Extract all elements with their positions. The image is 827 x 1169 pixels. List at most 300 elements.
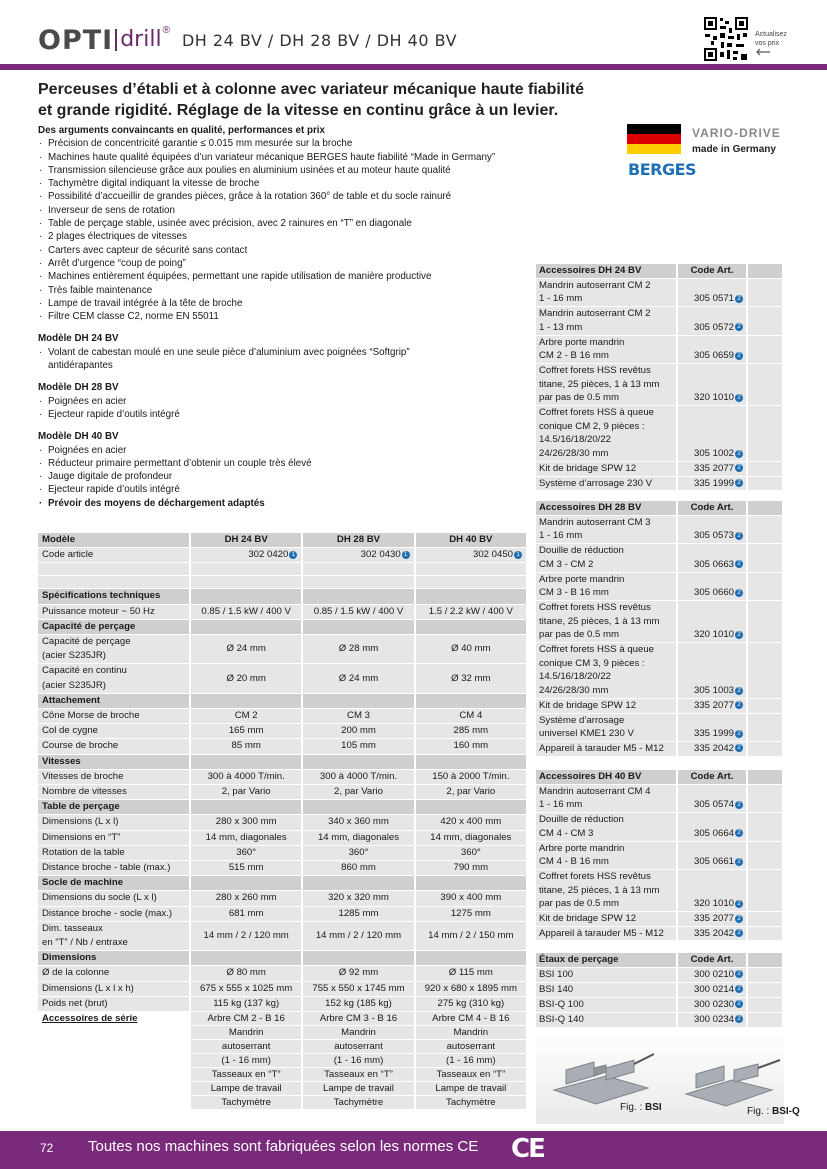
features-list <box>38 124 558 510</box>
table-row[interactable] <box>536 335 783 363</box>
spec-value: Ø 40 mm <box>415 635 527 664</box>
serie-value: (1 - 16 mm) <box>302 1054 414 1068</box>
spec-section-cell <box>302 951 414 966</box>
article-cell <box>536 600 677 642</box>
article-line: Mandrin autoserrant CM 2 <box>539 279 651 291</box>
spec-value: 1285 mm <box>302 906 414 921</box>
price-cell <box>747 406 783 462</box>
spec-value: 515 mm <box>190 861 302 876</box>
feature-item: · Filtre CEM classe C2, norme EN 55011 <box>38 310 558 323</box>
code-cell <box>677 476 747 491</box>
table-row[interactable] <box>536 461 783 476</box>
feature-item: · Très faible maintenance <box>38 284 558 297</box>
article-code: 305 0660 <box>693 587 734 599</box>
article-code: 302 0420 <box>248 549 289 561</box>
serie-value: (1 - 16 mm) <box>190 1054 302 1068</box>
code-cell <box>677 461 747 476</box>
info-circle-icon: 2 <box>735 450 743 458</box>
price-cell <box>747 998 783 1013</box>
article-line: BSI-Q 140 <box>539 1014 584 1025</box>
spec-value: 360° <box>415 845 527 860</box>
article-line: Mandrin autoserrant CM 2 <box>539 308 651 320</box>
table-row[interactable] <box>536 544 783 572</box>
model-title: DH 24 BV / DH 28 BV / DH 40 BV <box>181 30 458 50</box>
spec-blank-cell <box>38 576 190 589</box>
model-40-item: · Ejecteur rapide d’outils intégré <box>38 483 558 496</box>
info-circle-icon: 2 <box>735 1000 743 1008</box>
article-code: 305 0572 <box>693 321 734 333</box>
code-cell <box>677 968 747 983</box>
model-24-title: Modèle DH 24 BV <box>38 333 119 345</box>
spec-section-cell <box>415 876 527 891</box>
spec-section <box>38 693 527 708</box>
spec-value: 280 x 260 mm <box>190 891 302 906</box>
code-cell <box>677 741 747 756</box>
spec-blank-cell <box>38 563 190 576</box>
info-circle-icon: 2 <box>735 701 743 709</box>
article-cell <box>536 912 677 927</box>
article-line: 14.5/16/18/20/22 <box>539 671 612 683</box>
spec-label-line: Capacité de perçage <box>42 636 131 648</box>
table-row[interactable] <box>536 406 783 462</box>
spec-section-label: Capacité de perçage <box>38 619 190 634</box>
price-cell <box>747 869 783 911</box>
article-line: Arbre porte mandrin <box>539 842 625 854</box>
serie-value: Tasseaux en “T” <box>415 1068 527 1082</box>
article-cell <box>536 461 677 476</box>
spec-value <box>190 548 302 563</box>
spec-row <box>38 845 527 860</box>
spec-value: 85 mm <box>190 739 302 754</box>
spec-value: 755 x 550 x 1745 mm <box>302 981 414 996</box>
article-line: Arbre porte mandrin <box>539 573 625 585</box>
spec-value: 390 x 400 mm <box>415 891 527 906</box>
article-line: Arbre porte mandrin <box>539 336 625 348</box>
spec-section-cell <box>415 619 527 634</box>
spec-value: 275 kg (310 kg) <box>415 996 527 1011</box>
price-cell <box>747 912 783 927</box>
spec-label <box>38 815 190 830</box>
spec-label <box>38 1054 190 1068</box>
spec-row-serie <box>38 1054 527 1068</box>
spec-label <box>38 966 190 981</box>
price-cell <box>747 278 783 306</box>
spec-value: Ø 92 mm <box>302 966 414 981</box>
serie-value: (1 - 16 mm) <box>415 1054 527 1068</box>
spec-label-line: Distance broche - socle (max.) <box>42 907 173 919</box>
article-cell <box>536 841 677 869</box>
article-line: Douille de réduction <box>539 814 624 826</box>
spec-value: 300 à 4000 T/min. <box>302 769 414 784</box>
spec-section-cell <box>190 619 302 634</box>
table-row[interactable] <box>536 476 783 491</box>
article-line: Mandrin autoserrant CM 3 <box>539 516 651 528</box>
spec-blank-cell <box>190 576 302 589</box>
table-header <box>536 264 783 278</box>
spec-value: Ø 32 mm <box>415 664 527 693</box>
header-price <box>747 264 783 278</box>
price-cell <box>747 476 783 491</box>
spec-label <box>38 709 190 724</box>
article-code: 305 0661 <box>693 856 734 868</box>
spec-value: 115 kg (137 kg) <box>190 996 302 1011</box>
info-circle-icon: 2 <box>735 1015 743 1023</box>
header-price <box>747 770 783 784</box>
logo-registered: ® <box>162 25 170 36</box>
article-line: Coffret forets HSS à queue <box>539 644 655 656</box>
price-cell <box>747 335 783 363</box>
qr-label-line: Actualisez <box>755 31 787 38</box>
price-cell <box>747 544 783 572</box>
spec-value: 340 x 360 mm <box>302 815 414 830</box>
header-article: Accessoires DH 28 BV <box>536 501 677 515</box>
article-code: 305 0664 <box>693 827 734 839</box>
table-row[interactable] <box>536 841 783 869</box>
article-line: titane, 25 pièces, 1 à 13 mm <box>539 378 660 390</box>
price-cell <box>747 983 783 998</box>
price-cell <box>747 643 783 699</box>
spec-label-line: Poids net (brut) <box>42 997 108 1009</box>
serie-value: Lampe de travail <box>302 1082 414 1096</box>
feature-item: · Lampe de travail intégrée à la tête de broche <box>38 297 558 310</box>
table-row[interactable] <box>536 998 783 1013</box>
table-row[interactable] <box>536 869 783 911</box>
article-line: Coffret forets HSS revêtus <box>539 364 651 376</box>
features-title: Des arguments convaincants en qualité, performances et prix <box>38 125 325 136</box>
info-circle-icon: 2 <box>735 560 743 568</box>
feature-item: · 2 plages électriques de vitesses <box>38 230 558 243</box>
spec-blank-cell <box>302 563 414 576</box>
spec-label-line: Distance broche - table (max.) <box>42 862 171 874</box>
header-article: Accessoires DH 40 BV <box>536 770 677 784</box>
header-article: Accessoires DH 24 BV <box>536 264 677 278</box>
article-code: 335 2042 <box>693 927 734 939</box>
spec-value: Ø 24 mm <box>190 635 302 664</box>
spec-section-cell <box>190 876 302 891</box>
model-40-item: · Jauge digitale de profondeur <box>38 470 558 483</box>
feature-item: · Inverseur de sens de rotation <box>38 204 558 217</box>
table-row[interactable] <box>536 912 783 927</box>
spec-value: Ø 80 mm <box>190 966 302 981</box>
info-circle-icon: 2 <box>735 589 743 597</box>
table-row[interactable] <box>536 713 783 741</box>
info-circle-icon: 2 <box>735 900 743 908</box>
spec-label-line: en “T” / Nb / entraxe <box>42 937 128 949</box>
spec-row <box>38 664 527 693</box>
table-row[interactable] <box>536 926 783 941</box>
article-code: 305 0663 <box>693 558 734 570</box>
article-code: 305 1003 <box>693 685 734 697</box>
spec-label-line: Dimensions en “T” <box>42 831 121 843</box>
table-row[interactable] <box>536 643 783 699</box>
article-cell <box>536 515 677 543</box>
spec-label-line: Course de broche <box>42 740 119 752</box>
article-line: CM 3 - B 16 mm <box>539 587 609 599</box>
article-line: Appareil à tarauder M5 - M12 <box>539 927 664 939</box>
qr-label <box>755 30 787 59</box>
feature-item: · Tachymètre digital indiquant la vitesse de broche <box>38 177 558 190</box>
spec-label <box>38 996 190 1011</box>
feature-item: · Possibilité d’accueillir de grandes pièces, grâce à la rotation 360° de table et du socle rainuré <box>38 190 558 203</box>
info-circle-icon: 2 <box>735 985 743 993</box>
spec-section-cell <box>302 619 414 634</box>
spec-section-cell <box>415 693 527 708</box>
price-cell <box>747 515 783 543</box>
article-code: 300 0214 <box>693 984 734 995</box>
code-cell <box>677 335 747 363</box>
spec-value: 165 mm <box>190 724 302 739</box>
spec-section <box>38 876 527 891</box>
table-header <box>536 770 783 784</box>
code-cell <box>677 600 747 642</box>
code-cell <box>677 784 747 812</box>
info-circle-icon: 2 <box>735 295 743 303</box>
spec-label: Accessoires de série <box>38 1012 190 1026</box>
spec-label-line: Nombre de vitesses <box>42 786 127 798</box>
spec-section-cell <box>302 876 414 891</box>
spec-label <box>38 921 190 950</box>
info-circle-icon: 1 <box>402 551 410 559</box>
spec-value: 152 kg (185 kg) <box>302 996 414 1011</box>
article-line: 1 - 16 mm <box>539 293 583 305</box>
info-circle-icon: 2 <box>735 479 743 487</box>
article-line: Kit de bridage SPW 12 <box>539 462 637 474</box>
article-line: par pas de 0.5 mm <box>539 898 619 910</box>
spec-row <box>38 861 527 876</box>
vario-drive-label: VARIO-DRIVE <box>692 126 781 140</box>
header-bar <box>0 64 827 70</box>
article-line: BSI-Q 100 <box>539 999 584 1010</box>
code-cell <box>677 998 747 1013</box>
serie-value: Arbre CM 2 - B 16 <box>190 1012 302 1026</box>
headline-line: et grande rigidité. Réglage de la vitesse en continu grâce à un levier. <box>38 102 559 119</box>
article-cell <box>536 278 677 306</box>
table-row[interactable] <box>536 1013 783 1028</box>
feature-item: · Machines entièrement équipées, permettant une rapide utilisation de manière productive <box>38 270 558 283</box>
spec-section-cell <box>190 754 302 769</box>
spec-section-cell <box>190 951 302 966</box>
price-cell <box>747 461 783 476</box>
serie-value: autoserrant <box>190 1040 302 1054</box>
spec-value: 14 mm / 2 / 150 mm <box>415 921 527 950</box>
spec-label <box>38 1096 190 1110</box>
feature-item: · Précision de concentricité garantie ≤ 0.015 mm mesurée sur la broche <box>38 137 558 150</box>
article-code: 335 2077 <box>693 462 734 474</box>
spec-section-cell <box>415 800 527 815</box>
made-in-germany-label: made in Germany <box>692 144 776 155</box>
spec-row <box>38 830 527 845</box>
table-row[interactable] <box>536 515 783 543</box>
spec-label-line: (acier S235JR) <box>42 679 106 691</box>
vises-table <box>536 953 784 1028</box>
header-code: Code Art. <box>677 501 747 515</box>
spec-label-line: Ø de la colonne <box>42 967 110 979</box>
spec-label <box>38 981 190 996</box>
article-cell <box>536 869 677 911</box>
info-circle-icon: 2 <box>735 858 743 866</box>
price-cell <box>747 813 783 841</box>
article-cell <box>536 998 677 1013</box>
table-row[interactable] <box>536 698 783 713</box>
code-cell <box>677 572 747 600</box>
info-circle-icon: 2 <box>735 323 743 331</box>
article-code: 305 0571 <box>693 293 734 305</box>
info-circle-icon: 1 <box>514 551 522 559</box>
article-code: 300 0230 <box>693 999 734 1010</box>
article-line: Kit de bridage SPW 12 <box>539 699 637 711</box>
berges-logo: BERGES <box>628 160 697 179</box>
spec-label <box>38 1082 190 1096</box>
fig-prefix: Fig. : <box>620 1102 646 1113</box>
article-line: 24/26/28/30 mm <box>539 448 609 460</box>
article-line: BSI 100 <box>539 969 574 980</box>
logo-drill: drill <box>115 29 161 51</box>
table-row[interactable] <box>536 983 783 998</box>
spec-label <box>38 604 190 619</box>
article-line: Douille de réduction <box>539 545 624 557</box>
table-row[interactable] <box>536 363 783 405</box>
model-28-title: Modèle DH 28 BV <box>38 382 119 394</box>
spec-section-label: Vitesses <box>38 754 190 769</box>
article-code: 305 1002 <box>693 448 734 460</box>
spec-section-cell <box>302 693 414 708</box>
serie-value: Tachymètre <box>415 1096 527 1110</box>
article-code: 335 2077 <box>693 699 734 711</box>
article-cell <box>536 643 677 699</box>
article-line: CM 2 - B 16 mm <box>539 350 609 362</box>
spec-row-code <box>38 548 527 563</box>
spec-section-cell <box>302 800 414 815</box>
spec-value: 160 mm <box>415 739 527 754</box>
spec-value: CM 3 <box>302 709 414 724</box>
code-cell <box>677 698 747 713</box>
serie-value: Arbre CM 3 - B 16 <box>302 1012 414 1026</box>
spec-blank-cell <box>415 563 527 576</box>
spec-value: 1.5 / 2.2 kW / 400 V <box>415 604 527 619</box>
info-circle-icon: 2 <box>735 631 743 639</box>
spec-label <box>38 861 190 876</box>
article-cell <box>536 698 677 713</box>
spec-row <box>38 815 527 830</box>
spec-row-serie <box>38 1012 527 1026</box>
table-row[interactable] <box>536 572 783 600</box>
header-price <box>747 501 783 515</box>
spec-blank-cell <box>302 576 414 589</box>
article-cell <box>536 1013 677 1028</box>
price-cell <box>747 363 783 405</box>
price-cell <box>747 713 783 741</box>
code-cell <box>677 926 747 941</box>
spec-header <box>38 533 527 548</box>
article-line: CM 4 - CM 3 <box>539 827 594 839</box>
article-line: titane, 25 pièces, 1 à 13 mm <box>539 884 660 896</box>
spec-row-serie <box>38 1040 527 1054</box>
price-cell <box>747 968 783 983</box>
fig-prefix: Fig. : <box>747 1106 773 1117</box>
model-40-item: · Poignées en acier <box>38 444 558 457</box>
price-cell <box>747 572 783 600</box>
article-code: 335 2077 <box>693 913 734 925</box>
info-circle-icon: 2 <box>735 929 743 937</box>
spec-value: 280 x 300 mm <box>190 815 302 830</box>
model-40-item: · Réducteur primaire permettant d’obtenir un couple très élevé <box>38 457 558 470</box>
serie-value: Arbre CM 4 - B 16 <box>415 1012 527 1026</box>
table-header <box>536 501 783 515</box>
spec-row-serie <box>38 1096 527 1110</box>
header-code: Code Art. <box>677 770 747 784</box>
article-line: Coffret forets HSS revêtus <box>539 870 651 882</box>
code-cell <box>677 869 747 911</box>
article-cell <box>536 406 677 462</box>
feature-item: · Transmission silencieuse grâce aux poulies en aluminium usinées et au moteur haute qualité <box>38 164 558 177</box>
table-row[interactable] <box>536 813 783 841</box>
article-code: 320 1010 <box>693 898 734 910</box>
spec-row-serie <box>38 1082 527 1096</box>
spec-value: 790 mm <box>415 861 527 876</box>
feature-item: · Machines haute qualité équipées d’un variateur mécanique BERGES haute fiabilité “Made in Germany” <box>38 151 558 164</box>
article-code: 302 0450 <box>472 549 513 561</box>
spec-label-line: Dimensions (L x l) <box>42 816 119 828</box>
code-cell <box>677 307 747 335</box>
spec-row <box>38 981 527 996</box>
table-row[interactable] <box>536 784 783 812</box>
table-row[interactable] <box>536 307 783 335</box>
spec-value: Ø 20 mm <box>190 664 302 693</box>
table-row[interactable] <box>536 741 783 756</box>
figure-caption-bsi <box>620 1102 662 1113</box>
article-cell <box>536 307 677 335</box>
code-cell <box>677 1013 747 1028</box>
code-cell <box>677 713 747 741</box>
spec-row <box>38 724 527 739</box>
spec-section <box>38 951 527 966</box>
code-cell <box>677 406 747 462</box>
code-cell <box>677 813 747 841</box>
article-code: 305 0574 <box>693 799 734 811</box>
price-cell <box>747 841 783 869</box>
spec-value <box>415 548 527 563</box>
code-cell <box>677 278 747 306</box>
article-cell <box>536 363 677 405</box>
article-cell <box>536 926 677 941</box>
price-cell <box>747 784 783 812</box>
spec-section <box>38 800 527 815</box>
qr-code-icon[interactable] <box>703 16 749 62</box>
article-line: universel KME1 230 V <box>539 728 634 740</box>
spec-value: 681 mm <box>190 906 302 921</box>
table-row[interactable] <box>536 278 783 306</box>
table-row[interactable] <box>536 600 783 642</box>
article-code: 305 0573 <box>693 530 734 542</box>
header-code: Code Art. <box>677 953 747 968</box>
article-cell <box>536 983 677 998</box>
article-line: CM 3 - CM 2 <box>539 558 594 570</box>
serie-value: Mandrin <box>302 1026 414 1040</box>
info-circle-icon: 2 <box>735 829 743 837</box>
model-28-item: · Poignées en acier <box>38 395 558 408</box>
article-line: 1 - 16 mm <box>539 530 583 542</box>
spec-value: 200 mm <box>302 724 414 739</box>
spec-section-label: Attachement <box>38 693 190 708</box>
table-row[interactable] <box>536 968 783 983</box>
spec-label <box>38 724 190 739</box>
article-line: Système d’arrosage 230 V <box>539 477 653 489</box>
spec-row-blank <box>38 563 527 576</box>
spec-value: 1275 mm <box>415 906 527 921</box>
spec-label-line: Dimensions du socle (L x l) <box>42 892 157 904</box>
spec-label-line: Dim. tasseaux <box>42 922 103 934</box>
code-cell <box>677 983 747 998</box>
